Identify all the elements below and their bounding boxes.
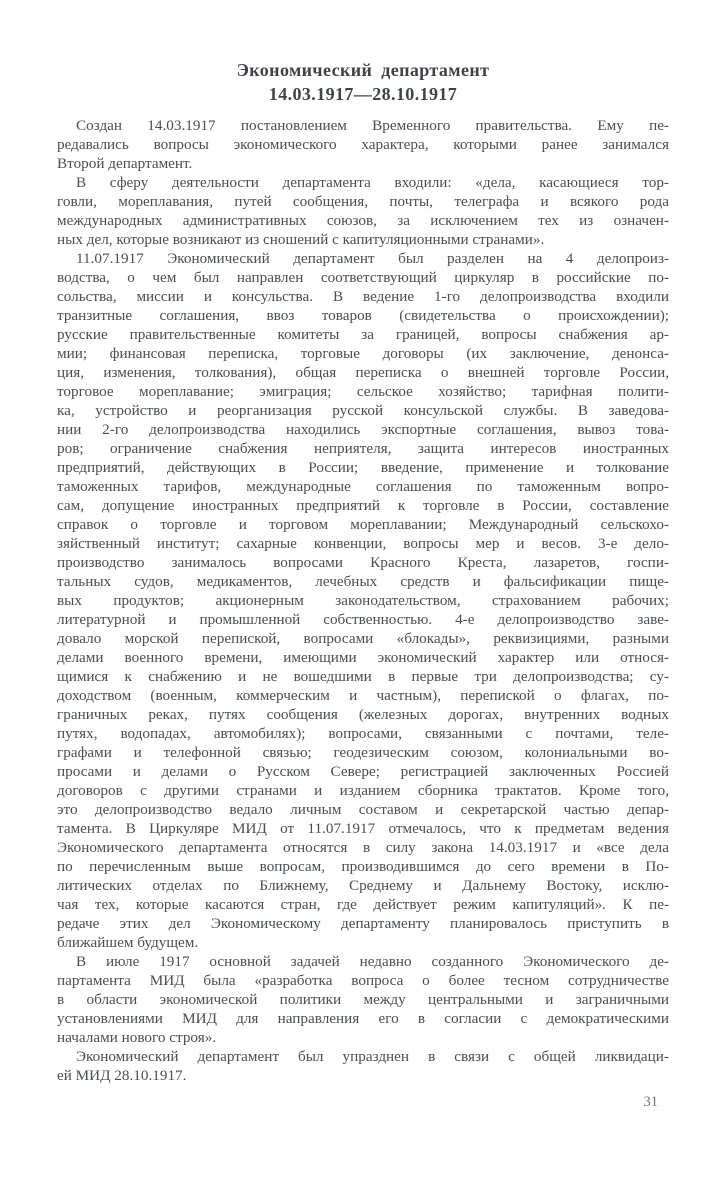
text-line: путях, водопадах, автомобилях); вопросами, связанными с почтами, теле- [57,725,669,742]
text-line: ей МИД 28.10.1917. [57,1067,187,1084]
text-line: В июле 1917 основной задачей недавно созданного Экономического де- [76,953,669,970]
title-line-1: Экономический департамент [236,60,490,80]
text-line: тальных судов, медикаментов, лечебных средств и фальсификации пище- [57,573,669,590]
text-line: таможенных тарифов, международные соглашения по таможенным вопро- [57,478,669,495]
text-line: литературной и промышленной собственностью. 4-е делопроизводство заве- [57,611,669,628]
text-line: граничных реках, путях сообщения (железных дорогах, внутренних водных [57,706,669,723]
text-line: довало морской перепиской, вопросами «блокады», реквизициями, разными [57,630,669,647]
title-line-2: 14.03.1917—28.10.1917 [268,84,458,104]
page-number: 31 [643,1094,658,1110]
text-line: вых продуктов; акционерным законодательством, страхованием рабочих; [57,592,669,609]
text-line: 11.07.1917 Экономический департамент был разделен на 4 делопроиз- [76,250,669,267]
text-line: ных дел, которые возникают из сношений с капитуляционными странами». [57,231,545,248]
text-line: водства, о чем был направлен соответствующий циркуляр в российские по- [57,269,669,286]
text-line: литических отделах по Ближнему, Среднему и Дальнему Востоку, исклю- [57,877,669,894]
text-line: началами нового строя». [57,1029,217,1046]
text-line: говли, мореплавания, путей сообщения, почты, телеграфа и всякого рода [57,193,669,210]
text-line: нии 2-го делопроизводства находились экспортные соглашения, вывоз това- [57,421,669,438]
text-line: Создан 14.03.1917 постановлением Временного правительства. Ему пе- [76,117,669,134]
text-line: установлениями МИД для направления его в согласии с демократическими [57,1010,669,1027]
text-line: мии; финансовая переписка, торговые договоры (их заключение, денонса- [57,345,669,362]
text-line: ка, устройство и реорганизация русской консульской службы. В заведова- [57,402,669,419]
text-line: справок о торговле и торговом мореплавании; Международный сельскохо- [57,516,669,533]
text-line: транзитные соглашения, ввоз товаров (свидетельства о происхождении); [57,307,669,324]
text-line: ров; ограничение снабжения неприятеля, защита интересов иностранных [57,440,669,457]
text-line: сам, допущение иностранных предприятий к торговле в России, составление [57,497,669,514]
text-line: русские правительственные комитеты за границей, вопросы снабжения ар- [57,326,669,343]
text-line: чая тех, которые касаются стран, где действует режим капитуляций». К пе- [57,896,669,913]
text-line: ближайшем будущем. [57,934,199,951]
text-line: просами и делами о Русском Севере; регистрацией заключенных Россией [57,763,669,780]
text-line: В сферу деятельности департамента входили: «дела, касающиеся тор- [76,174,669,191]
text-line: международных административных союзов, за исключением тех из означен- [57,212,669,229]
text-line: зяйственный институт; сахарные конвенции, вопросы мер и весов. 3-е дело- [57,535,669,552]
text-line: в области экономической политики между центральными и заграничными [57,991,669,1008]
text-line: Экономического департамента относятся в силу закона 14.03.1917 и «все дела [57,839,669,856]
text-line: Экономический департамент был упразднен в связи с общей ликвидаци- [76,1048,669,1065]
text-line: по перечисленным выше вопросам, производившимся до сего времени в По- [57,858,669,875]
text-line: доходством (военным, коммерческим и частным), перепиской о флагах, по- [57,687,669,704]
text-line: делами военного времени, имеющими экономический характер или относя- [57,649,669,666]
text-line: Второй департамент. [57,155,193,172]
text-line: щимися к снабжению и не вошедшими в первые три делопроизводства; су- [57,668,669,685]
text-line: ция, изменения, толкования), общая переписка о внешней торговле России, [57,364,669,381]
text-line: торговое мореплавание; эмиграция; сельское хозяйство; тарифная полити- [57,383,669,400]
text-line: редаче этих дел Экономическому департаменту планировалось приступить в [57,915,669,932]
page-title [57,58,669,106]
text-line: редавались вопросы экономического характера, которыми ранее занимался [57,136,669,153]
document-body [57,116,669,1085]
text-line: партамента МИД была «разработка вопроса о более тесном сотрудничестве [57,972,669,989]
text-line: сольства, миссии и консульства. В ведение 1-го делопроизводства входили [57,288,669,305]
text-line: это делопроизводство ведало личным составом и секретарской частью депар- [57,801,669,818]
text-line: производство занималось вопросами Красного Креста, лазаретов, госпи- [57,554,669,571]
text-line: тамента. В Циркуляре МИД от 11.07.1917 отмечалось, что к предметам ведения [57,820,669,837]
text-line: предприятий, действующих в России; введение, применение и толкование [57,459,669,476]
text-line: графами и телефонной связью; геодезическим союзом, колониальными во- [57,744,669,761]
text-line: договоров с другими странами и изданием сборника трактатов. Кроме того, [57,782,669,799]
